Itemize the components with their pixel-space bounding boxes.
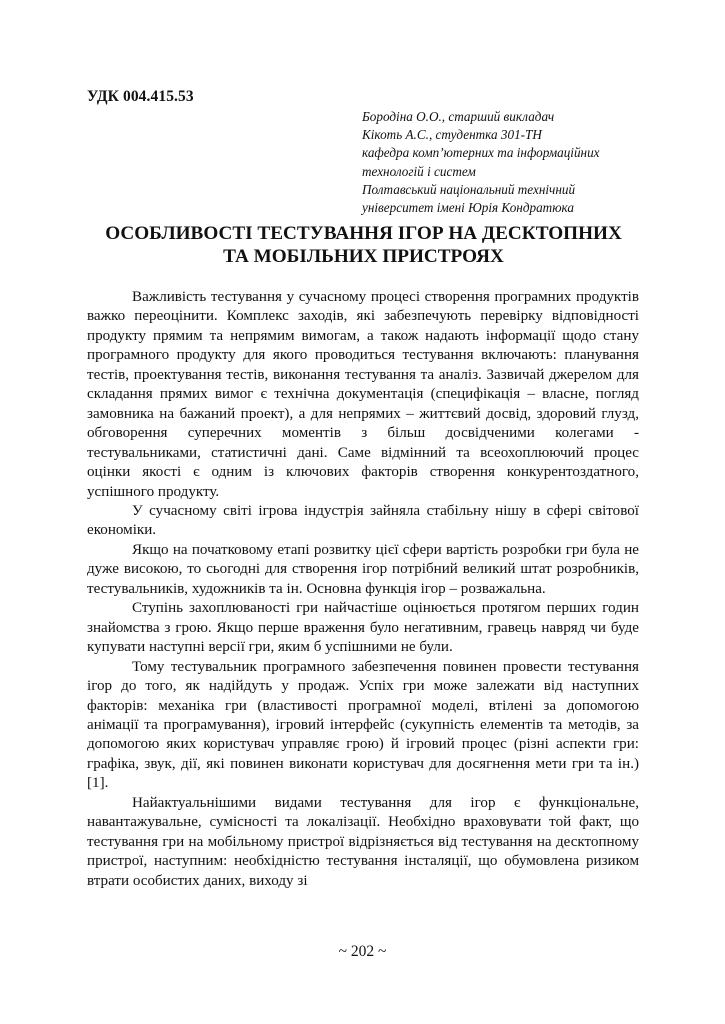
paragraph: Ступінь захоплюваності гри найчастіше оцінюється протягом перших годин знайомства з грою. Якщо перше враження було негативним, гравець навряд чи буде купувати наступні версії гри, яким б успішними не були. xyxy=(87,600,639,656)
author-line: Бородіна О.О., старший викладач xyxy=(362,109,555,124)
author-line: університет імені Юрія Кондратюка xyxy=(362,200,574,216)
title-line-2: ТА МОБІЛЬНИХ ПРИСТРОЯХ xyxy=(223,246,504,267)
author-line: Кікоть А.С., студентка 301-ТН xyxy=(362,127,542,143)
page-number: ~ 202 ~ xyxy=(338,943,387,960)
author-line: кафедра комп’ютерних та інформаційних xyxy=(362,145,600,161)
paragraph: Тому тестувальник програмного забезпечення повинен провести тестування ігор до того, як надійдуть у продаж. Успіх гри може залежати від наступних факторів: механіка гри (властивості програмної моделі, втілені за допомогою анімації та програмування), ігровий інтерфейс (сукупність елементів та методів, за допомогою яких користувач управляє грою) й ігровий процес (різні аспекти гри: графіка, звук, дії, які повинен виконати користувач для досягнення мети гри та ін.) [1]. xyxy=(87,658,639,792)
paragraph: Найактуальнішими видами тестування для ігор є функціональне, навантажувальне, сумісності та локалізації. Необхідно враховувати той факт, що тестування гри на мобільному пристрої відрізняється від тестування на десктопному пристрої, наступним: необхідністю тестування інсталяції, що обумовлена ризиком втрати особистих даних, виходу зі xyxy=(87,794,639,889)
paragraph: У сучасному світі ігрова індустрія зайняла стабільну нішу в сфері світової економіки. xyxy=(87,502,639,539)
paragraph: Важливість тестування у сучасному процесі створення програмних продуктів важко переоцінити. Комплекс заходів, які забезпечують перевірку відповідності продукту прямим та непрямим вимогам, а також надають інформації щодо стану програмного продукту для якого проводиться тестування включають: планування тестів, проектування тестів, виконання тестування та аналіз. Зазвичай джерелом для складання прямих вимог є технічна документація (специфікація – власне, погляд замовника на бажаний проект), а для непрямих – життєвий досвід, здоровий глузд, обговорення суперечних моментів з більш досвідченими колегами - тестувальниками, статистичні дані. Саме відмінний та всеохоплюючий процес оцінки якості є одним із ключових факторів створення конкурентоздатного, успішного продукту. xyxy=(87,289,639,500)
title-line-1: ОСОБЛИВОСТІ ТЕСТУВАННЯ ІГОР НА ДЕСКТОПНИХ xyxy=(105,223,622,244)
article-title xyxy=(80,222,647,268)
author-block xyxy=(362,108,662,217)
udk-code: УДК 004.415.53 xyxy=(87,88,194,105)
article-body xyxy=(87,288,639,891)
author-line: Полтавський національний технічний xyxy=(362,181,576,197)
paragraph: Якщо на початковому етапі розвитку цієї сфери вартість розробки гри була не дуже високою, то сьогодні для створення ігор потрібний великий штат розробників, тестувальників, художників та ін. Основна функція ігор – розважальна. xyxy=(87,541,639,597)
author-line: технологій і систем xyxy=(362,163,476,179)
